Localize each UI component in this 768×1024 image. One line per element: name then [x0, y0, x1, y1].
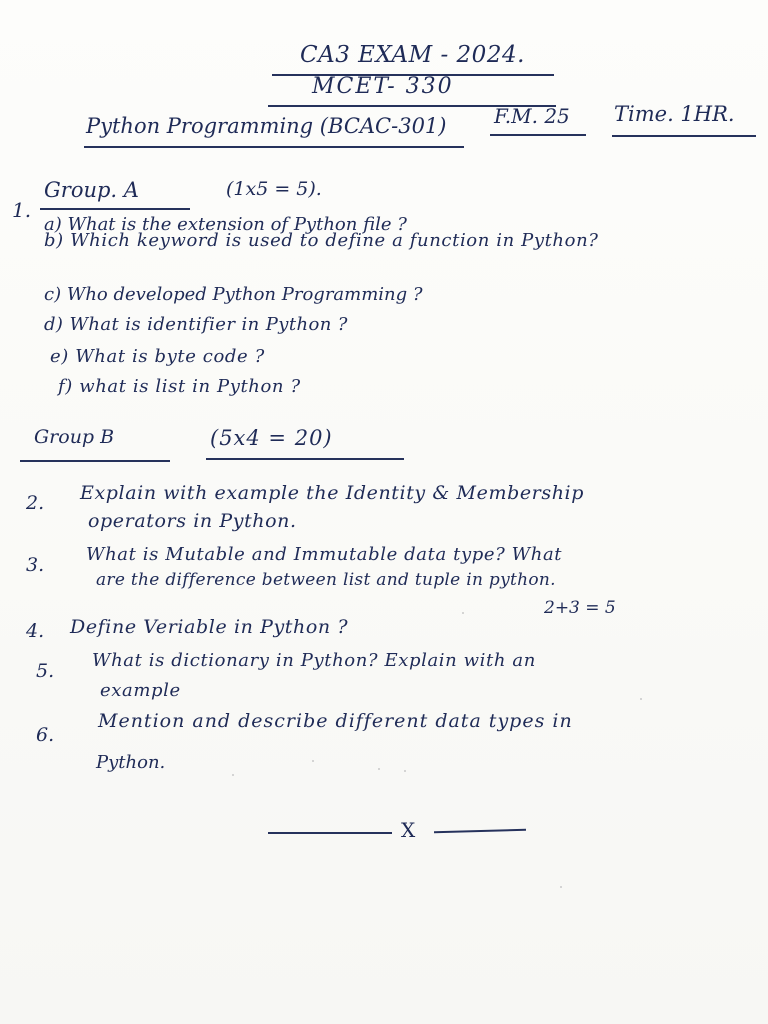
group-a-number: 1. — [12, 198, 32, 222]
paper-speck — [378, 768, 380, 770]
group-b-marks: (5x4 = 20) — [210, 426, 333, 450]
group-a-question: b) Which keyword is used to define a function in Python? — [44, 230, 599, 251]
group-b-question-line: Explain with example the Identity & Membership — [80, 482, 584, 504]
group-b-margin-note: 2+3 = 5 — [544, 598, 616, 618]
group-a-question: c) Who developed Python Programming ? — [44, 284, 423, 305]
group-a-question: a) What is the extension of Python file ? — [44, 214, 407, 235]
paper-speck — [640, 698, 642, 700]
group-b-marks-underline — [206, 458, 404, 460]
paper-speck — [560, 886, 562, 888]
group-a-question: f) what is list in Python ? — [58, 376, 301, 397]
end-line-left — [268, 832, 392, 834]
group-b-question-number: 4. — [26, 620, 45, 642]
end-line-right — [434, 829, 526, 833]
group-b-question-line: operators in Python. — [88, 510, 297, 532]
group-b-question-number: 3. — [26, 554, 45, 576]
subject-underline — [84, 146, 464, 148]
paper-speck — [312, 760, 314, 762]
group-a-question: d) What is identifier in Python ? — [44, 314, 348, 335]
subject-title: Python Programming (BCAC-301) — [86, 114, 447, 138]
full-marks-underline — [490, 134, 586, 136]
exam-title: CA3 EXAM - 2024. — [300, 42, 525, 68]
group-b-question-line: are the difference between list and tuple in python. — [96, 570, 556, 590]
time-underline — [612, 135, 756, 137]
full-marks: F.M. 25 — [494, 104, 570, 128]
group-b-question-line: example — [100, 680, 181, 701]
group-b-underline — [20, 460, 170, 462]
group-a-underline — [40, 208, 190, 210]
group-b-question-line: Mention and describe different data types in — [98, 710, 573, 732]
group-a-marks: (1x5 = 5). — [226, 178, 322, 200]
group-b-question-number: 6. — [36, 724, 55, 746]
group-a-title: Group. A — [44, 178, 139, 202]
course-code: MCET- 330 — [312, 74, 454, 99]
exam-time: Time. 1HR. — [614, 102, 735, 126]
group-b-question-line: Define Veriable in Python ? — [70, 616, 349, 638]
group-b-question-line: What is Mutable and Immutable data type? What — [86, 544, 563, 565]
group-b-title: Group B — [34, 426, 115, 448]
end-mark: X — [401, 818, 416, 842]
group-b-question-line: What is dictionary in Python? Explain with an — [92, 650, 536, 671]
paper-speck — [404, 770, 406, 772]
group-b-question-number: 5. — [36, 660, 55, 682]
group-b-question-line: Python. — [96, 752, 166, 773]
paper-speck — [462, 612, 464, 614]
group-b-question-number: 2. — [26, 492, 45, 514]
paper-speck — [232, 774, 234, 776]
group-a-question: e) What is byte code ? — [50, 346, 265, 367]
